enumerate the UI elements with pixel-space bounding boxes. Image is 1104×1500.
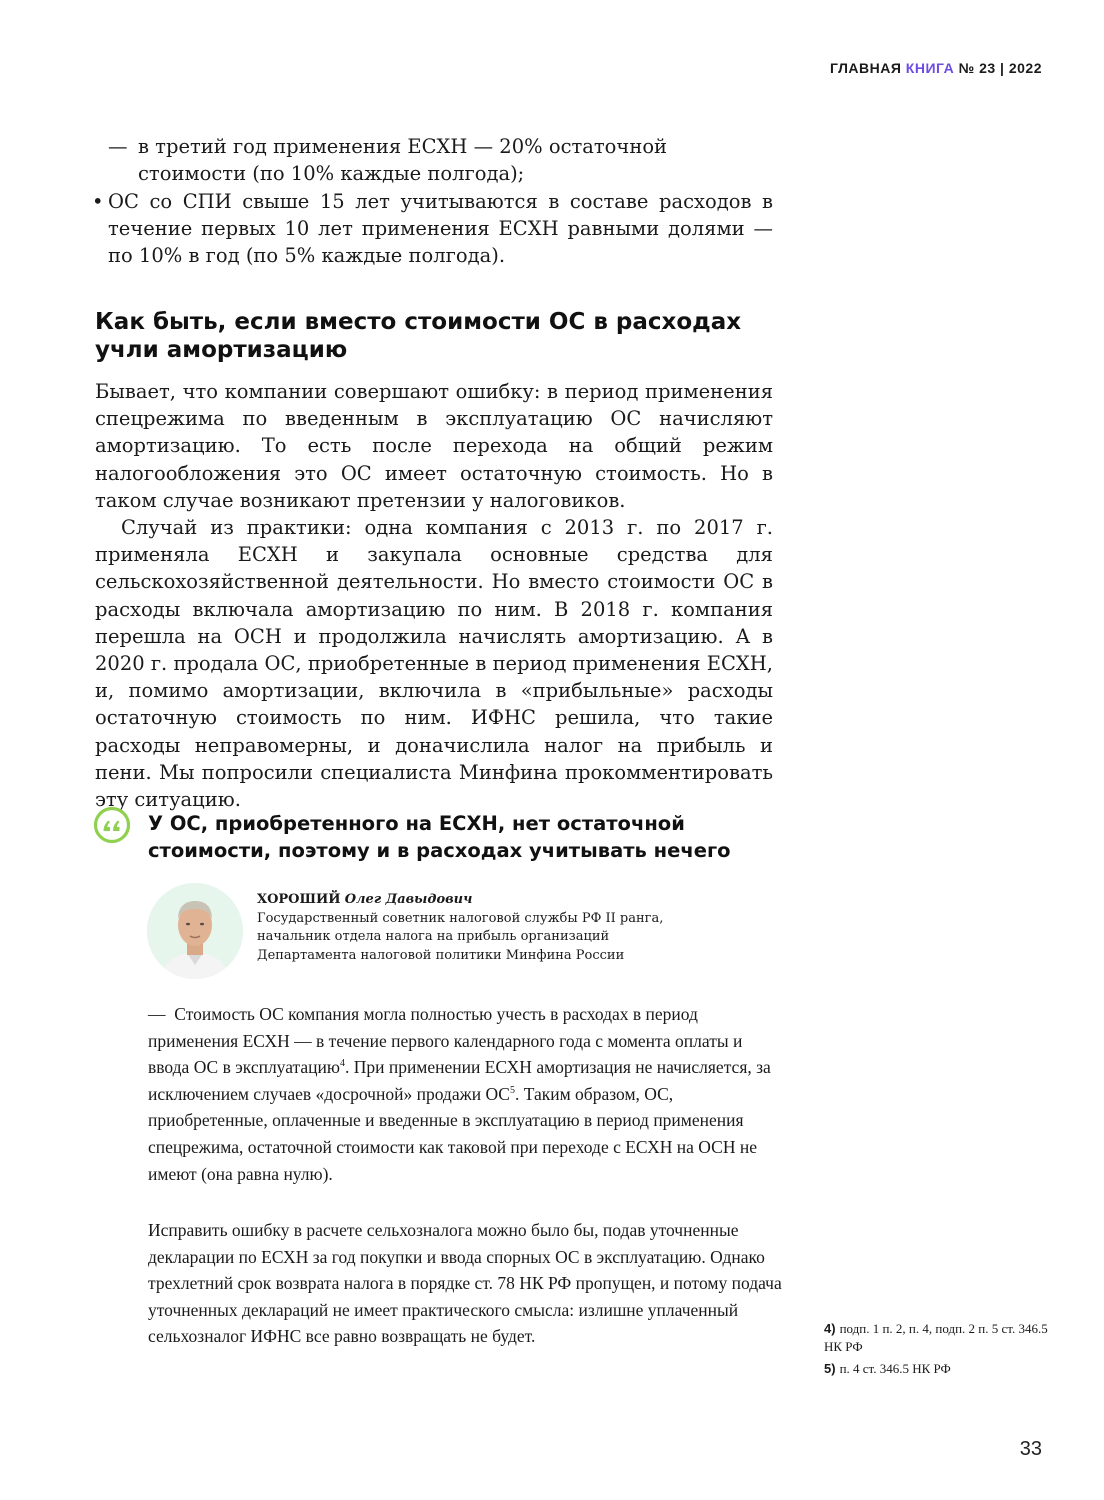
- expert-given-names: Олег Давыдович: [344, 892, 473, 907]
- footnote-text: подп. 1 п. 2, п. 4, подп. 2 п. 5 ст. 346.5 НК РФ: [824, 1321, 1048, 1354]
- quote-title: У ОС, приобретенного на ЕСХН, нет остаточной стоимости, поэтому и в расходах учитывать нечего: [148, 812, 731, 862]
- section-heading: Как быть, если вместо стоимости ОС в расходах учли амортизацию: [95, 309, 742, 363]
- masthead: [830, 60, 1042, 76]
- list-item-bullet: [92, 188, 773, 270]
- footnote-4: [824, 1320, 1054, 1356]
- answer-text-b: . При применении ЕСХН амортизация не начисляется, за исключением случаев «досрочной» продажи ОС: [148, 1057, 771, 1104]
- brand-accent: КНИГА: [905, 60, 955, 76]
- footnote-number: 5): [824, 1361, 836, 1376]
- page-number: 33: [1019, 1438, 1042, 1460]
- paragraph-intro: Бывает, что компании совершают ошибку: в период применения спецрежима по введенным в эксплуатацию ОС начисляют амортизацию. То есть после перехода на общий режим налогообложения это ОС имеет остаточную стоимость. Но в таком случае возникают претензии у налоговиков.: [95, 380, 773, 512]
- paragraph-case: Случай из практики: одна компания с 2013 г. по 2017 г. применяла ЕСХН и закупала основные средства для сельскохозяйственной деятельности. Но вместо стоимости ОС в расходы включала амортизацию по ним. В 2018 г. компания перешла на ОСН и продолжила начислять амортизацию. А в 2020 г. продала ОС, приобретенные в период применения ЕСХН, и, помимо амортизации, включила в «прибыльные» расходы остаточную стоимость по ним. ИФНС решила, что такие расходы неправомерны, и доначислила налог на прибыль и пени. Мы попросили специалиста Минфина прокомментировать эту ситуацию.: [95, 516, 773, 812]
- expert-title-line2: начальник отдела налога на прибыль организаций: [257, 929, 610, 944]
- answer-paragraph-1: [148, 1001, 788, 1187]
- answer-text-c: . Таким образом, ОС, приобретенные, оплаченные и введенные в эксплуатацию в период применения спецрежима, остаточной стоимости как таковой при переходе с ЕСХН на ОСН не имеют (она равна нулю).: [148, 1083, 757, 1184]
- footnote-5: [824, 1360, 1054, 1378]
- footnote-ref-5: 5: [509, 1084, 515, 1096]
- bullet-marker: •: [92, 190, 104, 213]
- expert-card: [147, 883, 707, 979]
- expert-surname: ХОРОШИЙ: [257, 892, 341, 907]
- footnote-ref-4: 4: [339, 1058, 345, 1070]
- quote-marks-icon: [93, 806, 131, 844]
- list-item-bullet-text: ОС со СПИ свыше 15 лет учитываются в составе расходов в течение первых 10 лет применения ЕСХН равными долями — по 10% в год (по 5% каждые полгода).: [108, 190, 773, 268]
- expert-title-line1: Государственный советник налоговой службы РФ II ранга,: [257, 910, 664, 926]
- brand-main: ГЛАВНАЯ: [829, 60, 902, 76]
- expert-info: [257, 891, 707, 965]
- list-item-dash: [108, 133, 773, 187]
- answer-text-a: Стоимость ОС компания могла полностью учесть в расходах в период применения ЕСХН — в течение первого календарного года с момента оплаты и ввода ОС в эксплуатацию: [148, 1004, 743, 1078]
- list-item-dash-text: в третий год применения ЕСХН — 20% остаточной стоимости (по 10% каждые полгода);: [138, 135, 668, 186]
- avatar: [147, 883, 243, 979]
- footnote-text: п. 4 ст. 346.5 НК РФ: [839, 1361, 951, 1376]
- expert-title-line3: Департамента налоговой политики Минфина России: [257, 947, 625, 963]
- expert-name: [257, 891, 707, 910]
- footnote-number: 4): [824, 1321, 836, 1336]
- dash-marker: —: [108, 135, 128, 158]
- issue-number: № 23 | 2022: [958, 60, 1042, 76]
- answer-paragraph-2: Исправить ошибку в расчете сельхозналога можно было бы, подав уточненные декларации по ЕСХН за год покупки и ввода спорных ОС в эксплуатацию. Однако трехлетний срок возврата налога в порядке ст. 78 НК РФ пропущен, и потому подача уточненных деклараций не имеет практического смысла: излишне уплаченный сельхозналог ИФНС все равно возвращать не будет.: [148, 1220, 782, 1347]
- answer-dash: —: [148, 1004, 166, 1024]
- expert-portrait: [147, 883, 243, 979]
- footnotes: [824, 1320, 1054, 1382]
